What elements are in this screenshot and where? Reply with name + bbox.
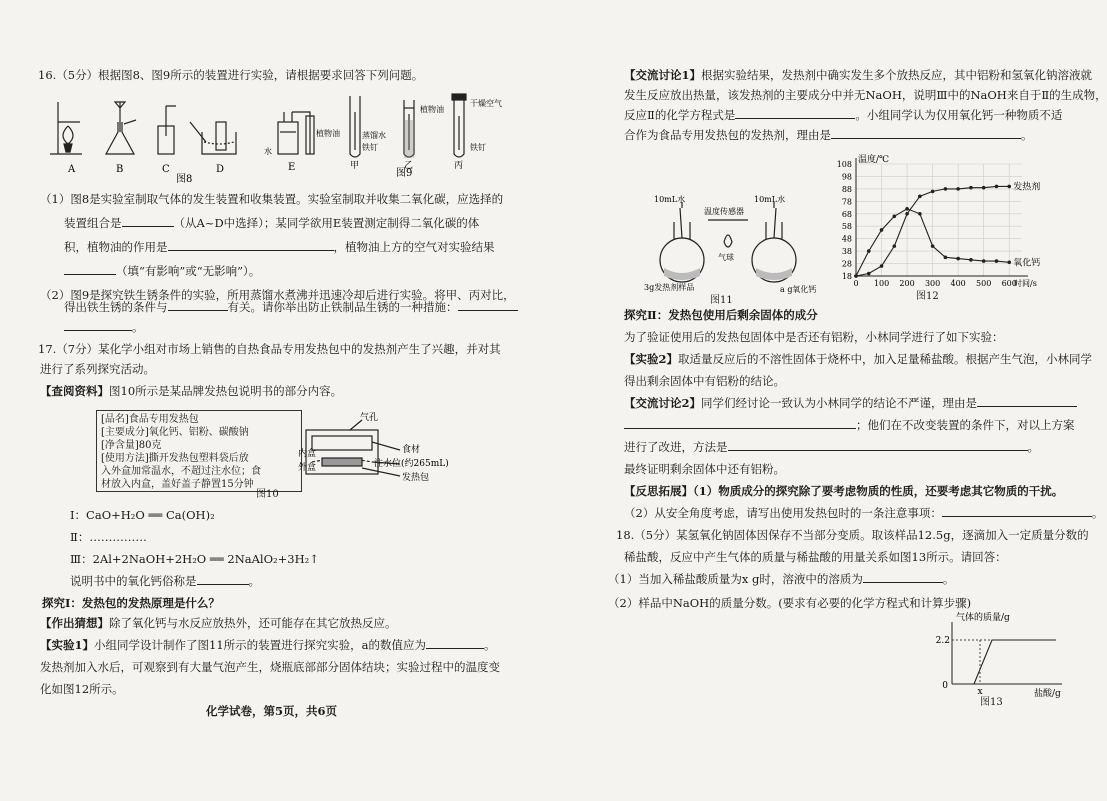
x-tick-label: x <box>977 687 983 697</box>
data-point <box>982 259 986 263</box>
q16-heading: 16.（5分）根据图8、图9所示的装置进行实验，请根据要求回答下列问题。 <box>38 68 424 82</box>
fig10-label-pack: 发热包 <box>402 473 430 483</box>
fig10-label-outer: 外盒 <box>298 463 317 473</box>
data-point <box>969 258 973 262</box>
fig10-label-level: 注水位(约265mL) <box>374 459 449 469</box>
q16-2-line-c: 。 <box>64 320 144 334</box>
fig9-dryair: 干燥空气 <box>470 99 502 108</box>
y-tick-label: 58 <box>841 222 852 232</box>
fig10-instructions-box <box>96 410 302 492</box>
fig8-label-a: A <box>68 164 76 175</box>
data-point <box>995 259 999 263</box>
data-point <box>931 244 935 248</box>
fig11-cao: a g氧化钙 <box>780 285 817 294</box>
experiment-2-line-b: 得出剩余固体中有铝粉的结论。 <box>624 374 785 388</box>
fig10-label-inner: 内盒 <box>298 449 317 459</box>
fig9-oil: 植物油 <box>420 105 444 114</box>
data-point <box>944 256 948 260</box>
figure-8 <box>40 92 340 185</box>
fig12-caption: 图12 <box>916 291 939 302</box>
data-point <box>995 185 999 189</box>
fig8-label-b: B <box>116 164 124 175</box>
q17-heading: 17.（7分）某化学小组对市场上销售的自热食品专用发热包中的发热剂产生了兴趣，并对其 <box>38 342 501 356</box>
data-point <box>893 214 897 218</box>
fig8-label-d: D <box>216 164 225 175</box>
fig10-line: 入外盒加常温水，不超过注水位；食 <box>101 466 261 477</box>
x-tick-label: 600 <box>1001 279 1017 288</box>
q18-line-a: 18.（5分）某氢氧化钠固体因保存不当部分变质。取该样品12.5g，逐滴加入一定质量分数的 <box>616 528 1089 542</box>
discussion-2-line-b: ；他们在不改变装置的条件下，对以上方案 <box>624 418 1075 432</box>
x-tick-label: 0 <box>853 279 859 288</box>
experiment-1-line-b: 发热剂加入水后，可观察到有大量气泡产生，烧瓶底部部分固体结块；实验过程中的温度变 <box>40 660 500 674</box>
apparatus-e <box>278 112 314 154</box>
explore-2-text: 为了验证使用后的发热包固体中是否还有铝粉，小林同学进行了如下实验： <box>624 330 1004 344</box>
figure-11 <box>644 194 824 304</box>
fig8-e-water: 水 <box>264 147 272 156</box>
y-tick-label: 98 <box>841 172 852 182</box>
reflection-line-b: （2）从安全角度考虑，请写出使用发热包时的一条注意事项： 。 <box>624 506 1104 520</box>
fig11-sensor: 温度传感器 <box>704 207 744 216</box>
fig9-nail: 铁钉 <box>362 143 378 152</box>
discussion-2-line-c: 进行了改进，方法是 。 <box>624 440 1039 454</box>
x-axis-label: 时间/s <box>1014 279 1037 288</box>
equation-1: Ⅰ：CaO+H₂O ══ Ca(OH)₂ <box>70 508 215 522</box>
y-axis-label: 温度/℃ <box>858 155 890 165</box>
data-point <box>893 244 897 248</box>
x-tick-label: 300 <box>924 279 941 288</box>
data-point <box>982 186 986 190</box>
fig10-line: [使用方法]撕开发热包塑料袋后放 <box>101 453 249 464</box>
data-point <box>880 228 884 232</box>
data-point <box>880 264 884 268</box>
page-footer: 化学试卷，第5页，共6页 <box>206 704 338 718</box>
fig8-caption: 图8 <box>176 174 193 185</box>
y-tick-label: 2.2 <box>935 636 950 646</box>
discussion-2-line-a: 【交流讨论2】同学们经讨论一致认为小林同学的结论不严谨，理由是 <box>624 396 1077 410</box>
x-tick-label: 500 <box>976 279 992 288</box>
y-tick-label: 18 <box>841 272 852 281</box>
apparatus-b <box>106 102 136 154</box>
data-point <box>867 272 871 276</box>
y-tick-label: 88 <box>841 184 852 194</box>
data-point <box>944 187 948 191</box>
fig10-line: [品名]食品专用发热包 <box>101 414 199 425</box>
q18-2-line: （2）样品中NaOH的质量分数。(要求有必要的化学方程式和计算步骤) <box>608 596 972 610</box>
y-axis-label: 气体的质量/g <box>956 613 1010 623</box>
fig11-balloon: 气球 <box>718 253 734 262</box>
fig10-box-drawing <box>300 412 470 492</box>
fig11-caption: 图11 <box>710 295 733 306</box>
fig10-line: 材放入内盒，盖好盖子静置15分钟 <box>101 479 254 490</box>
y-tick-label: 38 <box>841 247 852 257</box>
x-tick-label: 200 <box>899 279 915 288</box>
explore-1-heading: 探究Ⅰ：发热包的发热原理是什么？ <box>42 596 220 610</box>
fig9-caption: 图9 <box>396 168 413 179</box>
fig11-water-left: 10mL水 <box>654 195 686 204</box>
y-tick-label: 68 <box>841 209 852 219</box>
data-point <box>905 212 909 216</box>
apparatus-d <box>190 122 236 154</box>
q18-1-line: （1）当加入稀盐酸质量为x g时，溶液中的溶质为 。 <box>608 572 955 586</box>
data-point <box>969 186 973 190</box>
x-tick-label: 100 <box>873 279 890 288</box>
reflection-line-a: 【反思拓展】（1）物质成分的探究除了要考虑物质的性质，还要考虑其它物质的干扰。 <box>624 484 1064 498</box>
discussion-2-line-d: 最终证明剩余固体中还有铝粉。 <box>624 462 785 476</box>
discussion-1-line-a: 【交流讨论1】根据实验结果，发热剂中确实发生多个放热反应，其中铝粉和氢氧化钠溶液就 <box>624 68 1093 82</box>
fig10-line: [主要成分]氧化钙、铝粉、碳酸钠 <box>101 427 249 438</box>
q17-alias-line: 说明书中的氧化钙俗称是 。 <box>70 574 260 588</box>
equation-2: Ⅱ：…………… <box>70 530 147 544</box>
fig13-caption: 图13 <box>980 697 1003 708</box>
experiment-1-line-c: 化如图12所示。 <box>40 682 124 696</box>
figure-9 <box>336 92 516 179</box>
data-point <box>867 249 871 253</box>
q17-heading-2: 进行了系列探究活动。 <box>40 362 155 376</box>
data-point <box>931 190 935 194</box>
y-tick-label: 0 <box>942 681 948 691</box>
x-tick-label: 400 <box>950 279 966 288</box>
y-tick-label: 48 <box>841 234 852 244</box>
series-line <box>974 640 1056 684</box>
fig9-tube-yi: 乙 <box>404 161 414 171</box>
q16-1-line-d: （填“有影响”或“无影响”）。 <box>64 264 260 278</box>
y-tick-label: 28 <box>841 259 852 269</box>
right-page <box>540 0 1107 801</box>
y-tick-label: 78 <box>841 197 852 207</box>
q16-1-line-a: （1）图8是实验室制取气体的发生装置和收集装置。实验室制取并收集二氧化碳，应选择的 <box>40 192 504 206</box>
fig10-label-food: 食材 <box>402 445 421 455</box>
fig8-label-e: E <box>288 162 296 173</box>
fig9-tube-jia: 甲 <box>350 161 360 171</box>
apparatus-c <box>158 106 176 154</box>
discussion-1-line-c: 反应Ⅱ的化学方程式是 。小组同学认为仅用氧化钙一种物质不适 <box>624 108 1063 122</box>
y-tick-label: 108 <box>836 160 852 169</box>
fig9-nail-2: 铁钉 <box>470 143 486 152</box>
data-point <box>1007 261 1011 265</box>
fig9-water: 蒸馏水 <box>362 131 386 140</box>
hypothesis-line: 【作出猜想】除了氧化钙与水反应放热外，还可能存在其它放热反应。 <box>40 616 397 630</box>
discussion-1-line-b: 发生反应放出热量，该发热剂的主要成分中并无NaOH，说明Ⅲ中的NaOH来自于Ⅱ的生成物， <box>624 88 1107 102</box>
data-point <box>905 207 909 211</box>
data-point <box>918 195 922 199</box>
figure-12-chart <box>822 152 1062 300</box>
x-axis-label: 盐酸/g <box>1034 689 1061 699</box>
explore-2-heading: 探究Ⅱ：发热包使用后剩余固体的成分 <box>624 308 818 322</box>
discussion-1-line-d: 合作为食品专用发热包的发热剂，理由是 。 <box>624 128 1033 142</box>
fig10-line: [净含量]80克 <box>101 440 162 451</box>
q16-2-line-b: 得出铁生锈的条件与 有关。请你举出防止铁制品生锈的一种措施： <box>64 300 518 314</box>
q18-line-b: 稀盐酸，反应中产生气体的质量与稀盐酸的用量关系如图13所示。请回答： <box>624 550 1007 564</box>
fig8-label-c: C <box>162 164 170 175</box>
apparatus-a <box>50 102 82 154</box>
data-point <box>918 212 922 216</box>
series-label: 氧化钙 <box>1013 258 1041 269</box>
experiment-1-line: 【实验1】小组同学设计制作了图11所示的装置进行探究实验，a的数值应为 。 <box>40 638 496 652</box>
experiment-2-line: 【实验2】取适量反应后的不溶性固体于烧杯中，加入足量稀盐酸。根据产生气泡，小林同学 <box>624 352 1093 366</box>
q16-1-line-c: 积，植物油的作用是 ，植物油上方的空气对实验结果 <box>64 240 495 254</box>
q16-2-line-a: （2）图9是探究铁生锈条件的实验，所用蒸馏水煮沸并迅速冷却后进行实验。将甲、丙对比， <box>40 288 515 302</box>
fig11-water-right: 10mL水 <box>754 195 786 204</box>
series-label: 发热剂 <box>1013 182 1041 193</box>
fig10-caption: 图10 <box>256 489 279 500</box>
fig10-label-vent: 气孔 <box>360 413 379 423</box>
fig8-e-oil: 植物油 <box>316 129 340 138</box>
q16-1-line-b: 装置组合是 （从A~D中选择）；某同学欲用E装置测定制得二氧化碳的体 <box>64 216 480 230</box>
data-point <box>854 274 858 278</box>
equation-3: Ⅲ：2Al+2NaOH+2H₂O ══ 2NaAlO₂+3H₂↑ <box>70 552 319 566</box>
fig9-tube-bing: 丙 <box>454 161 464 171</box>
fig11-sample: 3g发热剂样品 <box>644 283 695 292</box>
figure-13-chart <box>932 608 1072 708</box>
left-page <box>0 0 540 801</box>
info-line: 【查阅资料】图10所示是某品牌发热包说明书的部分内容。 <box>40 384 343 398</box>
data-point <box>956 257 960 261</box>
data-point <box>1007 185 1011 189</box>
data-point <box>956 187 960 191</box>
